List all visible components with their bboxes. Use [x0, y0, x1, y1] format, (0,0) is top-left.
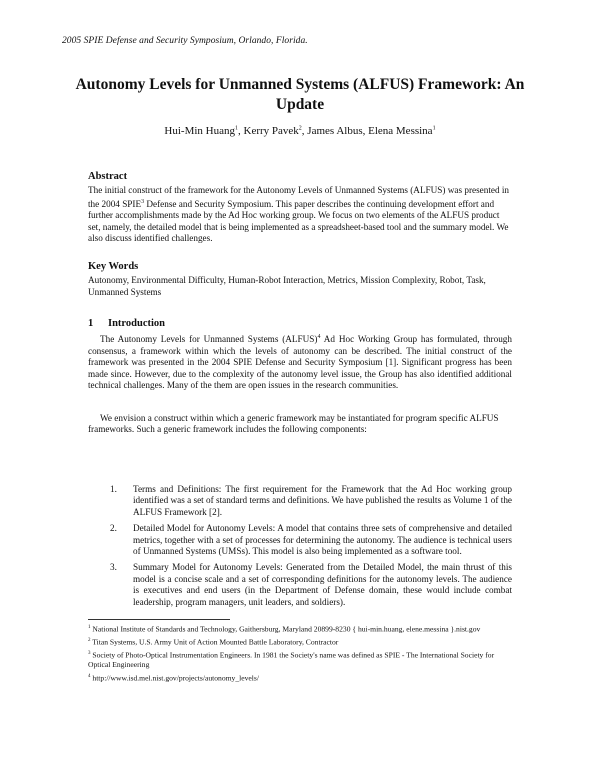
footnote-number: 3 [88, 651, 91, 657]
paper-title [60, 75, 540, 115]
intro-paragraph-1: The Autonomy Levels for Unmanned Systems (ALFUS)$^4$ Ad Hoc Working Group has formulated, through consensus, a framework within which the levels of autonomy can be described. The initial construct of the framework was presented in the 2004 SPIE Defense and Security Symposium [1]. Significant progress has been made since. However, due to the complexity of the autonomy level issue, the Group has also identified additional technical challenges. Many of the them are open issues in the research communities. [88, 334, 512, 391]
keywords-section [88, 261, 512, 298]
list-item [110, 484, 512, 518]
section-title: Introduction [108, 318, 165, 329]
conference-header: 2005 SPIE Defense and Security Symposium, Orlando, Florida. [62, 36, 308, 46]
footnote [88, 672, 518, 683]
footnote-divider [88, 619, 230, 620]
list-item-text: Detailed Model for Autonomy Levels: A model that contains three sets of comprehensive and detailed metrics, together with a set of processes for determining the autonomy. The audience is technical users of Unmanned Systems (UMSs). This model is also being implemented as a software tool. [133, 523, 512, 557]
author-name: James Albus [307, 125, 363, 137]
author-list: Hui-Min Huang$^1$, Kerry Pavek$^2$, James Albus, Elena Messina$^1$ [164, 125, 436, 137]
list-marker: 3. [110, 562, 117, 573]
author-affiliation-mark: 1 [235, 125, 238, 132]
footnote [88, 636, 518, 647]
footnote-text[interactable]: http://www.isd.mel.nist.gov/projects/autonomy_levels/ [90, 673, 259, 683]
title-line-2: Update [275, 96, 325, 113]
footnote [88, 649, 518, 670]
title-line-1: Autonomy Levels for Unmanned Systems (ALFUS) Framework: An [75, 76, 525, 93]
footnote-number: 4 [88, 673, 91, 679]
section-number: 1 [88, 318, 94, 329]
footnote-text: Society of Photo-Optical Instrumentation Engineers. In 1981 the Society's name was defined as SPIE - The International Society for Optical Engineering [88, 650, 495, 670]
keywords-heading: Key Words [88, 261, 139, 272]
footnote [88, 623, 518, 634]
author-name: Kerry Pavek [243, 125, 299, 137]
list-item-text: Summary Model for Autonomy Levels: Generated from the Detailed Model, the main thrust of this model is a concise scale and a set of corresponding definitions for the autonomy levels. The audience is executives and end users (in the Department of Defense domain, these would include combat leadership, program managers, unit leaders, and soldiers). [133, 562, 512, 607]
component-list-items [110, 484, 512, 608]
footnote-number: 2 [88, 638, 91, 644]
keywords-text: Autonomy, Environmental Difficulty, Human-Robot Interaction, Metrics, Mission Complexity, Robot, Task, Unmanned Systems [88, 275, 486, 297]
list-item [110, 523, 512, 557]
footnote-text: Titan Systems, U.S. Army Unit of Action Mounted Battle Laboratory, Contractor [90, 637, 339, 647]
author-name: Elena Messina [368, 125, 433, 137]
author-affiliation-mark: 2 [298, 125, 302, 132]
intro-paragraph-2: We envision a construct within which a generic framework may be instantiated for program specific ALFUS frameworks. Such a generic framework includes the following components: [88, 412, 499, 434]
list-item-text: Terms and Definitions: The first requirement for the Framework that the Ad Hoc working group identified was a set of standard terms and definitions. We have published the results as Volume 1 of the ALFUS Framework [2]. [133, 484, 512, 517]
introduction-section [88, 318, 512, 435]
footnote-text: National Institute of Standards and Technology, Gaithersburg, Maryland 20899-8230 { hui-min.huang, elene.messina }.nist.gov [90, 624, 481, 634]
abstract-text: The initial construct of the framework for the Autonomy Levels of Unmanned Systems (ALFUS) was presented in the 2004 SPIE$^3$ Defense and Security Symposium. This paper describes the continuing development effort and further accomplishments made by the Ad Hoc working group. We focus on two elements of the ALFUS product set, namely, the detailed model that is being implemented as a spreadsheet-based tool and the summary model. We also discuss identified challenges. [88, 185, 510, 244]
abstract-section [88, 171, 512, 245]
list-marker: 1. [110, 484, 117, 494]
abstract-heading: Abstract [88, 171, 128, 182]
footnote-number: 1 [88, 625, 91, 630]
footnotes [88, 623, 518, 685]
author-affiliation-mark: 1 [432, 125, 436, 132]
list-item [110, 562, 512, 608]
component-list [110, 484, 512, 613]
author-name: Hui-Min Huang [164, 125, 235, 137]
footnote-mark: 4 [317, 334, 321, 341]
list-marker: 2. [110, 523, 117, 534]
footnote-mark: 3 [141, 198, 145, 205]
introduction-heading [88, 318, 512, 329]
